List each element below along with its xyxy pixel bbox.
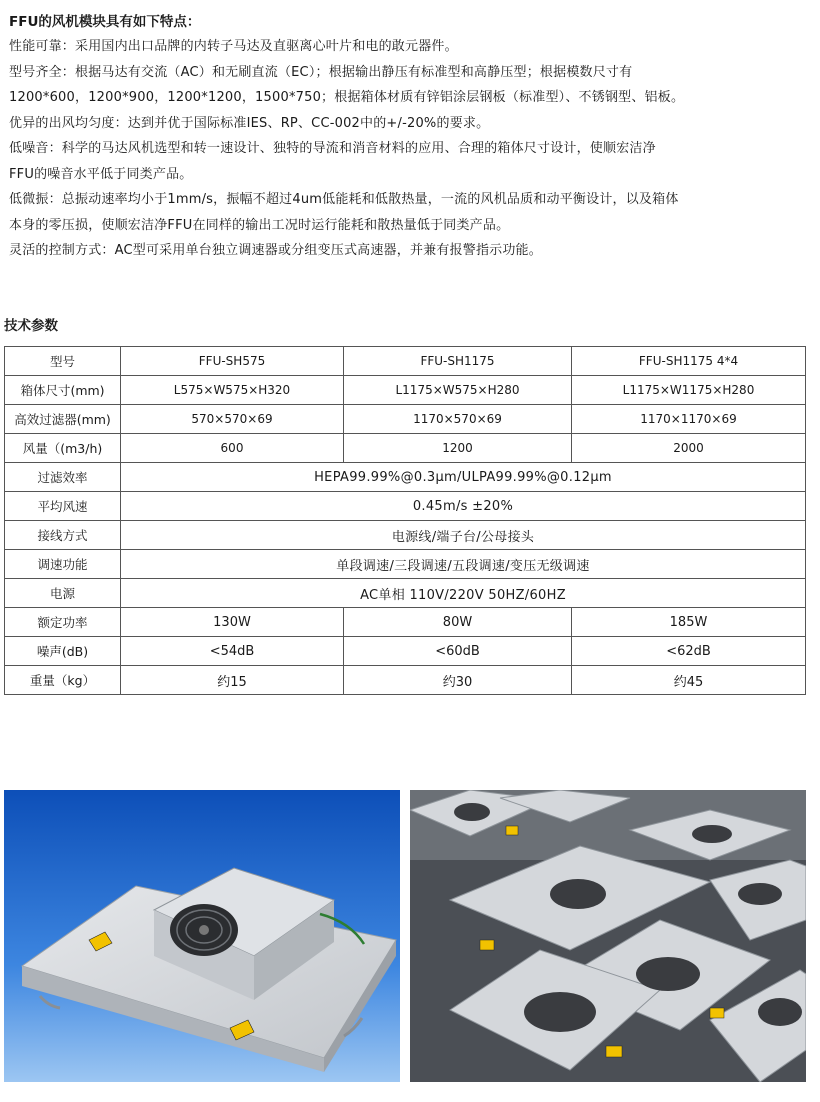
row-label: 高效过滤器(mm) [5, 405, 121, 434]
row-label: 箱体尺寸(mm) [5, 376, 121, 405]
cell-value: 约45 [572, 666, 806, 695]
fan-grille [692, 825, 732, 843]
spec-title: 技术参数 [4, 318, 58, 334]
warning-label-icon [606, 1046, 622, 1057]
warning-label-icon [710, 1008, 724, 1018]
table-row [5, 637, 806, 666]
cell-value: 80W [344, 608, 572, 637]
spec-table [4, 346, 806, 695]
fan-grille [758, 998, 802, 1026]
cell-value: 185W [572, 608, 806, 637]
cell-value: 电源线/端子台/公母接头 [121, 521, 806, 550]
table-row [5, 405, 806, 434]
features-title: FFU的风机模块具有如下特点： [9, 14, 201, 30]
ffu-unit-illustration [4, 790, 400, 1082]
row-label: 额定功率 [5, 608, 121, 637]
cell-value: 1200 [344, 434, 572, 463]
cell-value: 570×570×69 [121, 405, 344, 434]
warning-label-icon [506, 826, 518, 835]
cell-value: 2000 [572, 434, 806, 463]
cell-value: L1175×W1175×H280 [572, 376, 806, 405]
cell-value: 130W [121, 608, 344, 637]
cell-value: 600 [121, 434, 344, 463]
cell-value: 单段调速/三段调速/五段调速/变压无级调速 [121, 550, 806, 579]
cell-value: FFU-SH1175 4*4 [572, 347, 806, 376]
table-row [5, 521, 806, 550]
cell-value: FFU-SH1175 [344, 347, 572, 376]
fan-grille [550, 879, 606, 909]
table-row [5, 376, 806, 405]
row-label: 平均风速 [5, 492, 121, 521]
fan-grille [524, 992, 596, 1032]
cell-value: 1170×570×69 [344, 405, 572, 434]
table-row [5, 579, 806, 608]
row-label: 噪声(dB) [5, 637, 121, 666]
feature-line: 低微振：总振动速率均小于1mm/s，振幅不超过4um低能耗和低散热量，一流的风机品质和动平衡设计，以及箱体 [9, 192, 679, 207]
cell-value: L575×W575×H320 [121, 376, 344, 405]
feature-line: 性能可靠：采用国内出口品牌的内转子马达及直驱离心叶片和电的敢元器件。 [9, 39, 458, 54]
cell-value: <54dB [121, 637, 344, 666]
row-label: 接线方式 [5, 521, 121, 550]
row-label: 重量（kg） [5, 666, 121, 695]
feature-line: 1200*600，1200*900，1200*1200，1500*750；根据箱体材质有锌铝涂层钢板（标准型）、不锈钢型、铝板。 [9, 90, 685, 105]
warning-label-icon [480, 940, 494, 950]
cell-value: <62dB [572, 637, 806, 666]
feature-line: FFU的噪音水平低于同类产品。 [9, 166, 193, 182]
table-row [5, 492, 806, 521]
row-label: 调速功能 [5, 550, 121, 579]
ffu-rows-illustration [410, 790, 806, 1082]
fan-grille [738, 883, 782, 905]
table-row [5, 608, 806, 637]
cell-value: 0.45m/s ±20% [121, 492, 806, 521]
ffu-rows-photo [410, 790, 806, 1082]
cell-value: 约30 [344, 666, 572, 695]
feature-line: 灵活的控制方式：AC型可采用单台独立调速器或分组变压式高速器，并兼有报警指示功能。 [9, 243, 542, 258]
table-row [5, 550, 806, 579]
cell-value: <60dB [344, 637, 572, 666]
cell-value: L1175×W575×H280 [344, 376, 572, 405]
feature-line: 本身的零压损，使顺宏洁净FFU在同样的输出工况时运行能耗和散热量低于同类产品。 [9, 217, 510, 233]
row-label: 电源 [5, 579, 121, 608]
feature-line: 优异的出风均匀度：达到并优于国际标准IES、RP、CC-002中的+/-20%的要求。 [9, 115, 490, 131]
cell-value: HEPA99.99%@0.3μm/ULPA99.99%@0.12μm [121, 463, 806, 492]
row-label: 型号 [5, 347, 121, 376]
fan-grille [636, 957, 700, 991]
feature-line: 低噪音：科学的马达风机选型和转一速设计、独特的导流和消音材料的应用、合理的箱体尺寸设计，使顺宏洁净 [9, 141, 656, 156]
ffu-unit-photo [4, 790, 400, 1082]
features-section [9, 10, 811, 264]
cell-value: 约15 [121, 666, 344, 695]
table-row [5, 666, 806, 695]
table-row [5, 434, 806, 463]
table-row [5, 463, 806, 492]
cell-value: FFU-SH575 [121, 347, 344, 376]
row-label: 过滤效率 [5, 463, 121, 492]
feature-line: 型号齐全：根据马达有交流（AC）和无刷直流（EC）；根据输出静压有标准型和高静压型；根据模数尺寸有 [9, 64, 633, 80]
fan-grille [454, 803, 490, 821]
cell-value: AC单相 110V/220V 50HZ/60HZ [121, 579, 806, 608]
table-row [5, 347, 806, 376]
cell-value: 1170×1170×69 [572, 405, 806, 434]
row-label: 风量（(m3/h) [5, 434, 121, 463]
